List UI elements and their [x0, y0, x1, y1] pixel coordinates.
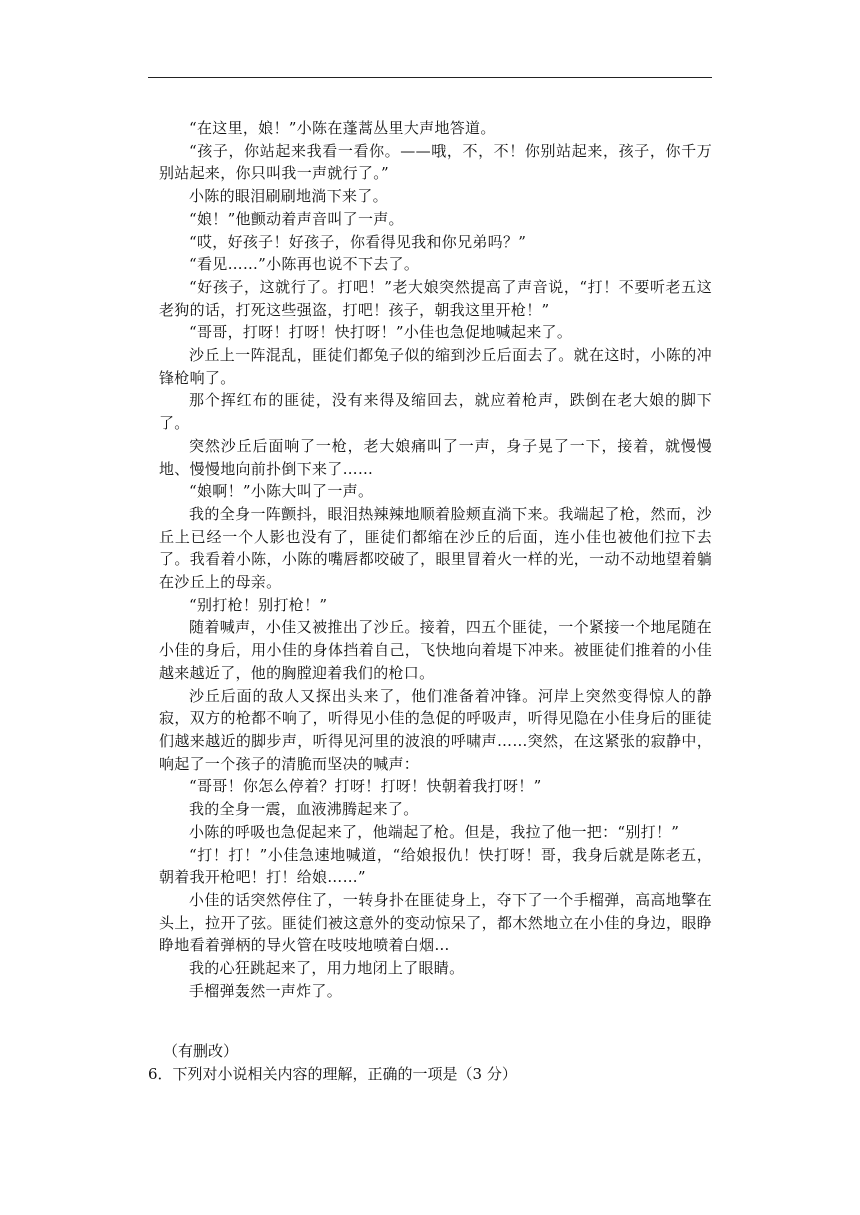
paragraph: 手榴弹轰然一声炸了。 [189, 981, 343, 1000]
paragraph: 我的心狂跳起来了，用力地闭上了眼睛。 [189, 959, 465, 978]
paragraph: 小陈的呼吸也急促起来了，他端起了枪。但是，我拉了他一把：“别打！” [189, 822, 680, 841]
paragraph: “在这里，娘！”小陈在蓬蒿丛里大声地答道。 [189, 119, 496, 137]
header-rule [148, 77, 712, 78]
paragraph: 小佳的话突然停住了，一转身扑在匪徒身上，夺下了一个手榴弹，高高地擎在头上，拉开了弦。匪徒们被这意外的变动惊呆了，都木然地立在小佳的身边，眼睁睁地看着弹柄的导火管在吱吱地喷着白烟… [159, 890, 712, 955]
paragraph: “娘！”他颤动着声音叫了一声。 [189, 209, 404, 228]
paragraph: “看见……”小陈再也说不下去了。 [189, 255, 420, 274]
paragraph: 沙丘后面的敌人又探出头来了，他们准备着冲锋。河岸上突然变得惊人的静寂，双方的枪都不响了，听得见小佳的急促的呼吸声，听得见隐在小佳身后的匪徒们越来越近的脚步声，听得见河里的波浪的呼啸声……突然，在这紧张的寂静中，响起了一个孩子的清脆而坚决的喊声： [159, 686, 712, 773]
paragraph: 突然沙丘后面响了一枪，老大娘痛叫了一声，身子晃了一下，接着，就慢慢地、慢慢地向前扑倒下来了…… [159, 436, 712, 478]
paragraph: 那个挥红布的匪徒，没有来得及缩回去，就应着枪声，跌倒在老大娘的脚下了。 [159, 391, 712, 433]
paragraph: “打！打！”小佳急速地喊道，“给娘报仇！快打呀！哥，我身后就是陈老五，朝着我开枪吧！打！给娘……” [159, 845, 712, 887]
paragraph: “哥哥，打呀！打呀！快打呀！”小佳也急促地喊起来了。 [189, 323, 573, 342]
paragraph: 我的全身一阵颤抖，眼泪热辣辣地顺着脸颊直淌下来。我端起了枪，然而，沙丘上已经一个人影也没有了，匪徒们都缩在沙丘的后面，连小佳也被他们拉下去了。我看着小陈，小陈的嘴唇都咬破了，眼里冒着火一样的光，一动不动地望着躺在沙丘上的母亲。 [159, 504, 712, 592]
paragraph: “好孩子，这就行了。打吧！”老大娘突然提高了声音说，“打！不要听老五这老狗的话，打死这些强盗，打吧！孩子，朝我这里开枪！” [159, 277, 712, 319]
paragraph: “孩子，你站起来我看一看你。——哦，不，不！你别站起来，孩子，你千万别站起来，你只叫我一声就行了。” [159, 141, 712, 183]
paragraph: “哎，好孩子！好孩子，你看得见我和你兄弟吗？” [189, 232, 527, 251]
paragraph: “别打枪！别打枪！” [189, 595, 328, 614]
question-6: 6．下列对小说相关内容的理解，正确的一项是（3 分） [148, 1065, 517, 1083]
paragraph: 小陈的眼泪刷刷地淌下来了。 [189, 187, 388, 206]
paragraph: 沙丘上一阵混乱，匪徒们都兔子似的缩到沙丘后面去了。就在这时，小陈的冲锋枪响了。 [159, 346, 712, 387]
edit-note: （有删改） [163, 1042, 239, 1060]
paragraph: “娘啊！”小陈大叫了一声。 [189, 482, 374, 501]
paragraph: 我的全身一震，血液沸腾起来了。 [189, 800, 419, 819]
paragraph: “哥哥！你怎么停着？打呀！打呀！快朝着我打呀！” [189, 777, 542, 796]
paragraph: 随着喊声，小佳又被推出了沙丘。接着，四五个匪徒，一个紧接一个地尾随在小佳的身后，用小佳的身体挡着自己，飞快地向着堤下冲来。被匪徒们推着的小佳越来越近了，他的胸膛迎着我们的枪口。 [159, 618, 712, 682]
story-text [159, 117, 712, 1002]
